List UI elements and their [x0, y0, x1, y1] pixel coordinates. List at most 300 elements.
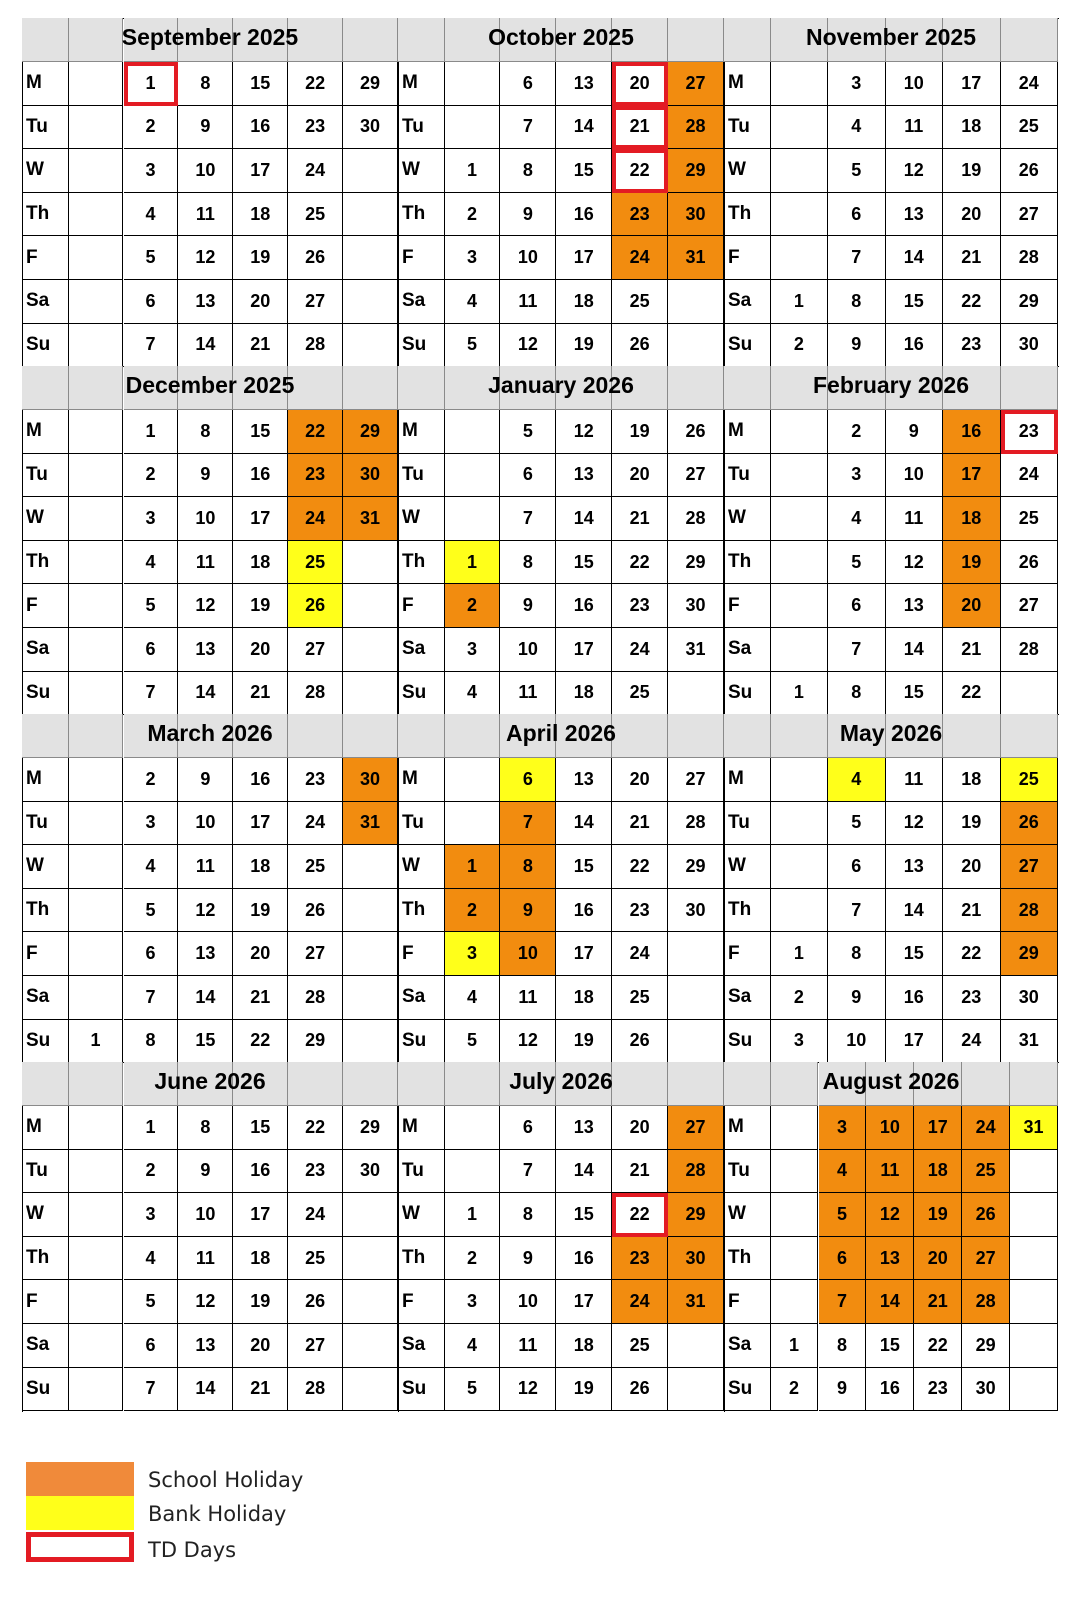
- empty-cell: [445, 106, 501, 150]
- weekday-label: F: [22, 236, 69, 280]
- empty-cell: [69, 1324, 124, 1368]
- day-cell: 7: [500, 802, 556, 846]
- day-cell: 19: [233, 889, 288, 933]
- day-cell: 3: [445, 1280, 501, 1324]
- day-cell: 10: [828, 1020, 885, 1064]
- day-cell: 20: [943, 845, 1000, 889]
- empty-cell: [771, 106, 828, 150]
- empty-cell: [771, 758, 828, 802]
- month-title: July 2026: [509, 1068, 613, 1094]
- day-cell: 2: [445, 889, 501, 933]
- day-cell: 26: [612, 324, 668, 368]
- weekday-label: W: [724, 497, 771, 541]
- day-cell: 22: [612, 1193, 668, 1237]
- day-cell: 11: [178, 193, 233, 237]
- day-cell: 3: [828, 62, 885, 106]
- day-cell: 3: [819, 1106, 867, 1150]
- day-cell: 1: [124, 1106, 179, 1150]
- day-cell: 25: [1001, 758, 1058, 802]
- day-cell: 1: [124, 410, 179, 454]
- day-cell: 24: [943, 1020, 1000, 1064]
- day-cell: 14: [556, 497, 612, 541]
- day-cell: 12: [866, 1193, 914, 1237]
- empty-cell: [1010, 1237, 1058, 1281]
- day-cell: 19: [556, 1020, 612, 1064]
- day-cell: 20: [612, 62, 668, 106]
- day-cell: 6: [500, 454, 556, 498]
- day-cell: 29: [1001, 280, 1058, 324]
- day-cell: 30: [1001, 324, 1058, 368]
- day-cell: 22: [943, 672, 1000, 716]
- day-cell: 2: [124, 758, 179, 802]
- day-cell: 2: [124, 454, 179, 498]
- weekday-label: F: [724, 932, 771, 976]
- day-cell: 15: [886, 932, 943, 976]
- day-cell: 13: [556, 454, 612, 498]
- day-cell: 21: [943, 628, 1000, 672]
- empty-cell: [445, 62, 501, 106]
- day-cell: 11: [886, 106, 943, 150]
- weekday-label: M: [398, 62, 445, 106]
- weekday-label: M: [724, 1106, 771, 1150]
- day-cell: 21: [612, 1150, 668, 1194]
- empty-cell: [69, 280, 124, 324]
- day-cell: 3: [445, 628, 501, 672]
- empty-cell: [445, 410, 501, 454]
- weekday-label: Sa: [22, 976, 69, 1020]
- weekday-label: F: [22, 932, 69, 976]
- day-cell: 12: [178, 1280, 233, 1324]
- day-cell: 30: [343, 1150, 398, 1194]
- day-cell: 29: [668, 149, 724, 193]
- day-cell: 13: [556, 62, 612, 106]
- day-cell: 5: [819, 1193, 867, 1237]
- weekday-label: F: [398, 1280, 445, 1324]
- weekday-label: Su: [398, 1368, 445, 1412]
- weekday-label: M: [22, 1106, 69, 1150]
- month-title: September 2025: [121, 24, 299, 50]
- day-cell: 5: [124, 236, 179, 280]
- day-cell: 3: [445, 236, 501, 280]
- day-cell: 12: [500, 324, 556, 368]
- day-cell: 3: [445, 932, 501, 976]
- day-cell: 2: [771, 324, 828, 368]
- empty-cell: [445, 1150, 501, 1194]
- day-cell: 26: [288, 889, 343, 933]
- day-cell: 11: [178, 1237, 233, 1281]
- day-cell: 26: [1001, 802, 1058, 846]
- day-cell: 10: [500, 628, 556, 672]
- day-cell: 20: [233, 628, 288, 672]
- day-cell: 6: [124, 932, 179, 976]
- day-cell: 7: [124, 324, 179, 368]
- day-cell: 27: [288, 628, 343, 672]
- weekday-label: F: [724, 584, 771, 628]
- day-cell: 20: [914, 1237, 962, 1281]
- day-cell: 26: [288, 1280, 343, 1324]
- weekday-label: Tu: [398, 802, 445, 846]
- day-cell: 19: [233, 1280, 288, 1324]
- weekday-label: Th: [22, 889, 69, 933]
- month-title: December 2025: [125, 372, 295, 398]
- month-title: March 2026: [147, 720, 273, 746]
- day-cell: 27: [668, 62, 724, 106]
- day-cell: 12: [886, 149, 943, 193]
- empty-cell: [771, 1106, 819, 1150]
- month-title: August 2026: [822, 1068, 960, 1094]
- day-cell: 10: [886, 454, 943, 498]
- day-cell: 22: [288, 1106, 343, 1150]
- empty-cell: [771, 889, 828, 933]
- day-cell: 30: [1001, 976, 1058, 1020]
- day-cell: 16: [556, 1237, 612, 1281]
- bank-holiday-swatch: [26, 1496, 134, 1530]
- day-cell: 7: [500, 497, 556, 541]
- day-cell: 23: [943, 324, 1000, 368]
- day-cell: 16: [556, 193, 612, 237]
- day-cell: 9: [819, 1368, 867, 1412]
- empty-cell: [1010, 1150, 1058, 1194]
- day-cell: 29: [343, 1106, 398, 1150]
- day-cell: 2: [771, 1368, 819, 1412]
- empty-cell: [445, 1106, 501, 1150]
- empty-cell: [343, 628, 398, 672]
- empty-cell: [343, 1237, 398, 1281]
- day-cell: 24: [288, 149, 343, 193]
- weekday-label: Su: [22, 1020, 69, 1064]
- weekday-label: Sa: [398, 1324, 445, 1368]
- day-cell: 21: [612, 497, 668, 541]
- day-cell: 28: [668, 106, 724, 150]
- weekday-label: F: [398, 932, 445, 976]
- day-cell: 26: [1001, 149, 1058, 193]
- day-cell: 19: [914, 1193, 962, 1237]
- day-cell: 5: [445, 1368, 501, 1412]
- day-cell: 23: [288, 1150, 343, 1194]
- day-cell: 15: [556, 1193, 612, 1237]
- day-cell: 13: [556, 1106, 612, 1150]
- day-cell: 27: [288, 1324, 343, 1368]
- day-cell: 24: [612, 1280, 668, 1324]
- day-cell: 7: [500, 106, 556, 150]
- day-cell: 25: [1001, 106, 1058, 150]
- day-cell: 4: [445, 1324, 501, 1368]
- day-cell: 24: [288, 1193, 343, 1237]
- day-cell: 25: [288, 1237, 343, 1281]
- weekday-label: Sa: [22, 280, 69, 324]
- day-cell: 14: [178, 324, 233, 368]
- day-cell: 11: [178, 541, 233, 585]
- empty-cell: [771, 628, 828, 672]
- day-cell: 11: [500, 1324, 556, 1368]
- day-cell: 24: [612, 932, 668, 976]
- empty-cell: [69, 454, 124, 498]
- day-cell: 10: [178, 1193, 233, 1237]
- legend-label-school: School Holiday: [148, 1468, 304, 1492]
- weekday-label: Th: [398, 541, 445, 585]
- day-cell: 8: [124, 1020, 179, 1064]
- day-cell: 16: [556, 889, 612, 933]
- day-cell: 19: [612, 410, 668, 454]
- day-cell: 28: [288, 976, 343, 1020]
- day-cell: 24: [1001, 454, 1058, 498]
- month-title: June 2026: [154, 1068, 266, 1094]
- day-cell: 19: [233, 236, 288, 280]
- empty-cell: [69, 889, 124, 933]
- day-cell: 28: [1001, 889, 1058, 933]
- day-cell: 8: [500, 541, 556, 585]
- day-cell: 14: [886, 889, 943, 933]
- day-cell: 28: [288, 672, 343, 716]
- weekday-label: Tu: [22, 1150, 69, 1194]
- day-cell: 4: [828, 497, 885, 541]
- day-cell: 1: [445, 1193, 501, 1237]
- day-cell: 24: [288, 497, 343, 541]
- day-cell: 16: [233, 106, 288, 150]
- day-cell: 31: [343, 802, 398, 846]
- day-cell: 23: [612, 1237, 668, 1281]
- empty-cell: [1001, 672, 1058, 716]
- empty-cell: [1010, 1368, 1058, 1412]
- day-cell: 25: [612, 280, 668, 324]
- day-cell: 15: [886, 672, 943, 716]
- legend-label-bank: Bank Holiday: [148, 1502, 287, 1526]
- weekday-label: W: [22, 845, 69, 889]
- day-cell: 16: [556, 584, 612, 628]
- day-cell: 18: [556, 1324, 612, 1368]
- weekday-label: W: [398, 149, 445, 193]
- weekday-label: Th: [724, 541, 771, 585]
- day-cell: 4: [819, 1150, 867, 1194]
- day-cell: 12: [500, 1020, 556, 1064]
- empty-cell: [771, 454, 828, 498]
- day-cell: 14: [178, 672, 233, 716]
- empty-cell: [771, 845, 828, 889]
- day-cell: 11: [500, 280, 556, 324]
- day-cell: 23: [1001, 410, 1058, 454]
- empty-cell: [445, 802, 501, 846]
- day-cell: 25: [962, 1150, 1010, 1194]
- day-cell: 30: [668, 193, 724, 237]
- day-cell: 3: [124, 149, 179, 193]
- day-cell: 11: [178, 845, 233, 889]
- day-cell: 7: [828, 889, 885, 933]
- empty-cell: [69, 1280, 124, 1324]
- weekday-label: Sa: [398, 628, 445, 672]
- day-cell: 9: [886, 410, 943, 454]
- empty-cell: [343, 1193, 398, 1237]
- weekday-label: Su: [22, 672, 69, 716]
- day-cell: 15: [556, 149, 612, 193]
- day-cell: 26: [612, 1020, 668, 1064]
- day-cell: 8: [178, 410, 233, 454]
- day-cell: 12: [178, 584, 233, 628]
- day-cell: 30: [962, 1368, 1010, 1412]
- day-cell: 12: [178, 236, 233, 280]
- empty-cell: [69, 541, 124, 585]
- day-cell: 7: [828, 628, 885, 672]
- day-cell: 9: [500, 1237, 556, 1281]
- weekday-label: M: [398, 1106, 445, 1150]
- empty-cell: [343, 1280, 398, 1324]
- empty-cell: [771, 584, 828, 628]
- weekday-label: W: [398, 497, 445, 541]
- day-cell: 17: [233, 149, 288, 193]
- empty-cell: [69, 758, 124, 802]
- day-cell: 14: [556, 106, 612, 150]
- day-cell: 13: [886, 193, 943, 237]
- day-cell: 8: [819, 1324, 867, 1368]
- day-cell: 22: [612, 541, 668, 585]
- day-cell: 10: [178, 149, 233, 193]
- day-cell: 14: [556, 802, 612, 846]
- day-cell: 5: [124, 889, 179, 933]
- day-cell: 4: [124, 1237, 179, 1281]
- day-cell: 28: [288, 1368, 343, 1412]
- day-cell: 9: [178, 106, 233, 150]
- day-cell: 4: [445, 280, 501, 324]
- day-cell: 4: [828, 758, 885, 802]
- empty-cell: [69, 149, 124, 193]
- day-cell: 25: [288, 541, 343, 585]
- day-cell: 24: [1001, 62, 1058, 106]
- day-cell: 19: [233, 584, 288, 628]
- day-cell: 8: [178, 1106, 233, 1150]
- day-cell: 2: [445, 584, 501, 628]
- empty-cell: [771, 62, 828, 106]
- day-cell: 16: [233, 454, 288, 498]
- day-cell: 29: [288, 1020, 343, 1064]
- day-cell: 22: [233, 1020, 288, 1064]
- day-cell: 5: [124, 584, 179, 628]
- day-cell: 31: [668, 236, 724, 280]
- day-cell: 14: [886, 236, 943, 280]
- day-cell: 17: [556, 932, 612, 976]
- day-cell: 21: [943, 236, 1000, 280]
- weekday-label: Tu: [22, 454, 69, 498]
- day-cell: 1: [771, 672, 828, 716]
- empty-cell: [69, 193, 124, 237]
- day-cell: 8: [500, 1193, 556, 1237]
- empty-cell: [343, 1020, 398, 1064]
- day-cell: 13: [866, 1237, 914, 1281]
- day-cell: 13: [178, 280, 233, 324]
- day-cell: 6: [500, 1106, 556, 1150]
- day-cell: 20: [233, 1324, 288, 1368]
- day-cell: 20: [612, 454, 668, 498]
- weekday-label: Sa: [398, 976, 445, 1020]
- day-cell: 27: [668, 454, 724, 498]
- day-cell: 22: [914, 1324, 962, 1368]
- day-cell: 1: [445, 845, 501, 889]
- day-cell: 2: [771, 976, 828, 1020]
- day-cell: 18: [233, 193, 288, 237]
- empty-cell: [343, 1368, 398, 1412]
- day-cell: 24: [288, 802, 343, 846]
- day-cell: 31: [668, 1280, 724, 1324]
- day-cell: 4: [445, 976, 501, 1020]
- empty-cell: [69, 1368, 124, 1412]
- weekday-label: W: [724, 1193, 771, 1237]
- day-cell: 31: [1001, 1020, 1058, 1064]
- empty-cell: [445, 497, 501, 541]
- day-cell: 7: [828, 236, 885, 280]
- day-cell: 18: [943, 758, 1000, 802]
- empty-cell: [69, 62, 124, 106]
- month-title: October 2025: [488, 24, 634, 50]
- weekday-label: Th: [724, 193, 771, 237]
- day-cell: 14: [178, 1368, 233, 1412]
- day-cell: 21: [612, 106, 668, 150]
- empty-cell: [668, 932, 724, 976]
- empty-cell: [69, 497, 124, 541]
- empty-cell: [69, 1150, 124, 1194]
- day-cell: 26: [288, 584, 343, 628]
- weekday-label: Su: [22, 1368, 69, 1412]
- day-cell: 8: [500, 149, 556, 193]
- day-cell: 3: [124, 497, 179, 541]
- day-cell: 27: [668, 1106, 724, 1150]
- day-cell: 17: [556, 236, 612, 280]
- day-cell: 3: [124, 1193, 179, 1237]
- day-cell: 21: [233, 976, 288, 1020]
- day-cell: 20: [612, 758, 668, 802]
- day-cell: 29: [343, 410, 398, 454]
- weekday-label: Su: [724, 1368, 771, 1412]
- day-cell: 15: [233, 62, 288, 106]
- day-cell: 27: [1001, 193, 1058, 237]
- day-cell: 30: [343, 106, 398, 150]
- day-cell: 8: [828, 932, 885, 976]
- day-cell: 21: [943, 889, 1000, 933]
- day-cell: 23: [914, 1368, 962, 1412]
- day-cell: 13: [178, 1324, 233, 1368]
- day-cell: 23: [612, 889, 668, 933]
- day-cell: 2: [828, 410, 885, 454]
- empty-cell: [343, 976, 398, 1020]
- month-title: February 2026: [813, 372, 969, 398]
- day-cell: 25: [1001, 497, 1058, 541]
- day-cell: 19: [943, 802, 1000, 846]
- day-cell: 17: [233, 802, 288, 846]
- day-cell: 30: [343, 758, 398, 802]
- weekday-label: M: [724, 62, 771, 106]
- empty-cell: [69, 1193, 124, 1237]
- day-cell: 10: [178, 802, 233, 846]
- day-cell: 6: [828, 845, 885, 889]
- day-cell: 14: [866, 1280, 914, 1324]
- empty-cell: [343, 889, 398, 933]
- empty-cell: [69, 324, 124, 368]
- weekday-label: Th: [22, 541, 69, 585]
- day-cell: 15: [886, 280, 943, 324]
- empty-cell: [1010, 1324, 1058, 1368]
- weekday-label: Su: [398, 324, 445, 368]
- day-cell: 12: [178, 889, 233, 933]
- weekday-label: W: [22, 497, 69, 541]
- empty-cell: [69, 584, 124, 628]
- day-cell: 31: [1010, 1106, 1058, 1150]
- day-cell: 5: [445, 1020, 501, 1064]
- day-cell: 26: [1001, 541, 1058, 585]
- day-cell: 12: [556, 410, 612, 454]
- day-cell: 28: [668, 1150, 724, 1194]
- day-cell: 17: [943, 454, 1000, 498]
- weekday-label: Sa: [724, 628, 771, 672]
- day-cell: 5: [828, 541, 885, 585]
- day-cell: 10: [886, 62, 943, 106]
- day-cell: 18: [914, 1150, 962, 1194]
